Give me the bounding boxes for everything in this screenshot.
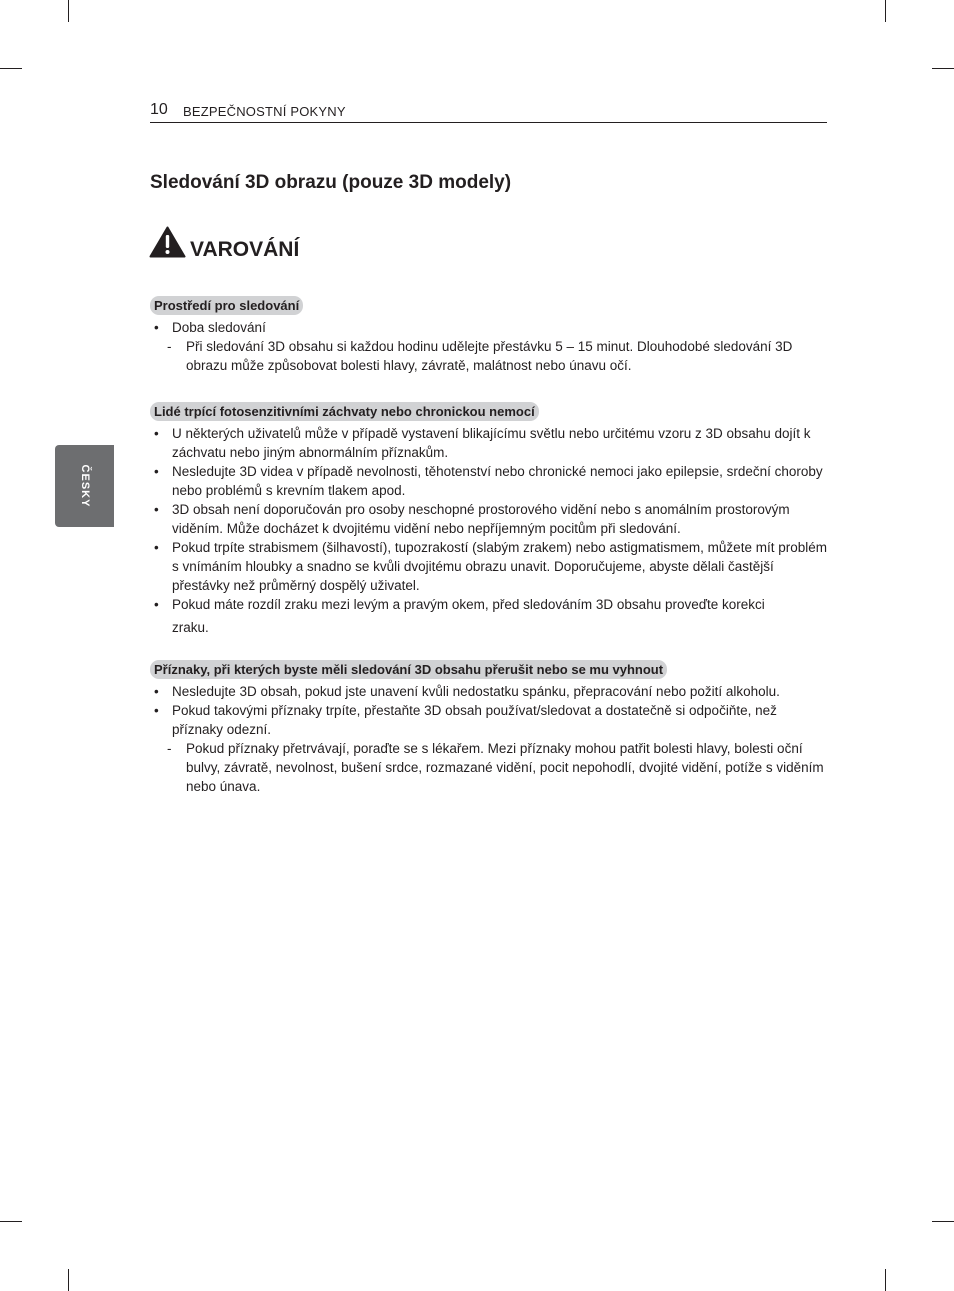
language-tab-label: ČESKY: [78, 464, 91, 508]
section-heading: Lidé trpící fotosenzitivními záchvaty nebo chronickou nemocí: [150, 402, 539, 421]
section-symptoms: [150, 660, 830, 796]
warning-triangle-icon: [149, 226, 186, 258]
bullet-item: • Nesledujte 3D obsah, pokud jste unavení kvůli nedostatku spánku, přepracování nebo požití alkoholu.: [150, 682, 830, 701]
crop-mark: [932, 1221, 954, 1222]
bullet-continuation: zraku.: [172, 620, 209, 635]
bullet-item: • U některých uživatelů může v případě vystavení blikajícímu světlu nebo určitému vzoru z 3D obsahu dojít k záchvatu nebo jiným abnormálním příznakům.: [150, 424, 830, 462]
crop-mark: [68, 0, 69, 22]
dash-item: - Při sledování 3D obsahu si každou hodinu udělejte přestávku 5 – 15 minut. Dlouhodobé sledování 3D obrazu může způsobovat bolesti hlavy, závratě, malátnost nebo únavu očí.: [150, 337, 830, 375]
crop-mark: [0, 1221, 22, 1222]
bullet-item: • Pokud máte rozdíl zraku mezi levým a pravým okem, před sledováním 3D obsahu proveďte korekci: [150, 595, 830, 614]
crop-mark: [0, 68, 22, 69]
content: [150, 296, 830, 796]
section-photosensitive: [150, 402, 830, 637]
bullet-item: • Nesledujte 3D videa v případě nevolnosti, těhotenství nebo chronické nemoci jako epilepsie, srdeční choroby nebo problémů s krevním tlakem apod.: [150, 462, 830, 500]
running-header: [150, 101, 827, 123]
section-viewing-environment: [150, 296, 830, 375]
crop-mark: [932, 68, 954, 69]
section-name: BEZPEČNOSTNÍ POKYNY: [183, 104, 346, 119]
crop-mark: [68, 1269, 69, 1291]
page-number: 10: [150, 101, 168, 118]
bullet-item: • Doba sledování: [150, 318, 830, 337]
section-heading: Prostředí pro sledování: [150, 296, 303, 315]
bullet-item: • Pokud takovými příznaky trpíte, přestaňte 3D obsah používat/sledovat a dostatečně si odpočiňte, než příznaky odezní.: [150, 701, 830, 739]
language-tab: [55, 445, 114, 527]
crop-mark: [885, 1269, 886, 1291]
page-title: Sledování 3D obrazu (pouze 3D modely): [150, 172, 512, 193]
bullet-item: • Pokud trpíte strabismem (šilhavostí), tupozrakostí (slabým zrakem) nebo astigmatismem, můžete mít problém s vnímáním hloubky a snadno se kvůli dvojitému obrazu unavit. Doporučujeme, abyste dělali častější přestávky než průměrný dospělý uživatel.: [150, 538, 830, 595]
dash-item: - Pokud příznaky přetrvávají, poraďte se s lékařem. Mezi příznaky mohou patřit bolesti hlavy, bolesti oční bulvy, závratě, nevolnost, bušení srdce, rozmazané vidění, pocit nepohodlí, dvojité vidění, potíže s viděním nebo únava.: [150, 739, 830, 796]
bullet-item: • 3D obsah není doporučován pro osoby neschopné prostorového vidění nebo s anomálním prostorovým viděním. Může docházet k dvojitému vidění nebo nepříjemným pocitům při sledování.: [150, 500, 830, 538]
warning-label: VAROVÁNÍ: [190, 238, 300, 261]
crop-mark: [885, 0, 886, 22]
section-heading: Příznaky, při kterých byste měli sledování 3D obsahu přerušit nebo se mu vyhnout: [150, 660, 667, 679]
